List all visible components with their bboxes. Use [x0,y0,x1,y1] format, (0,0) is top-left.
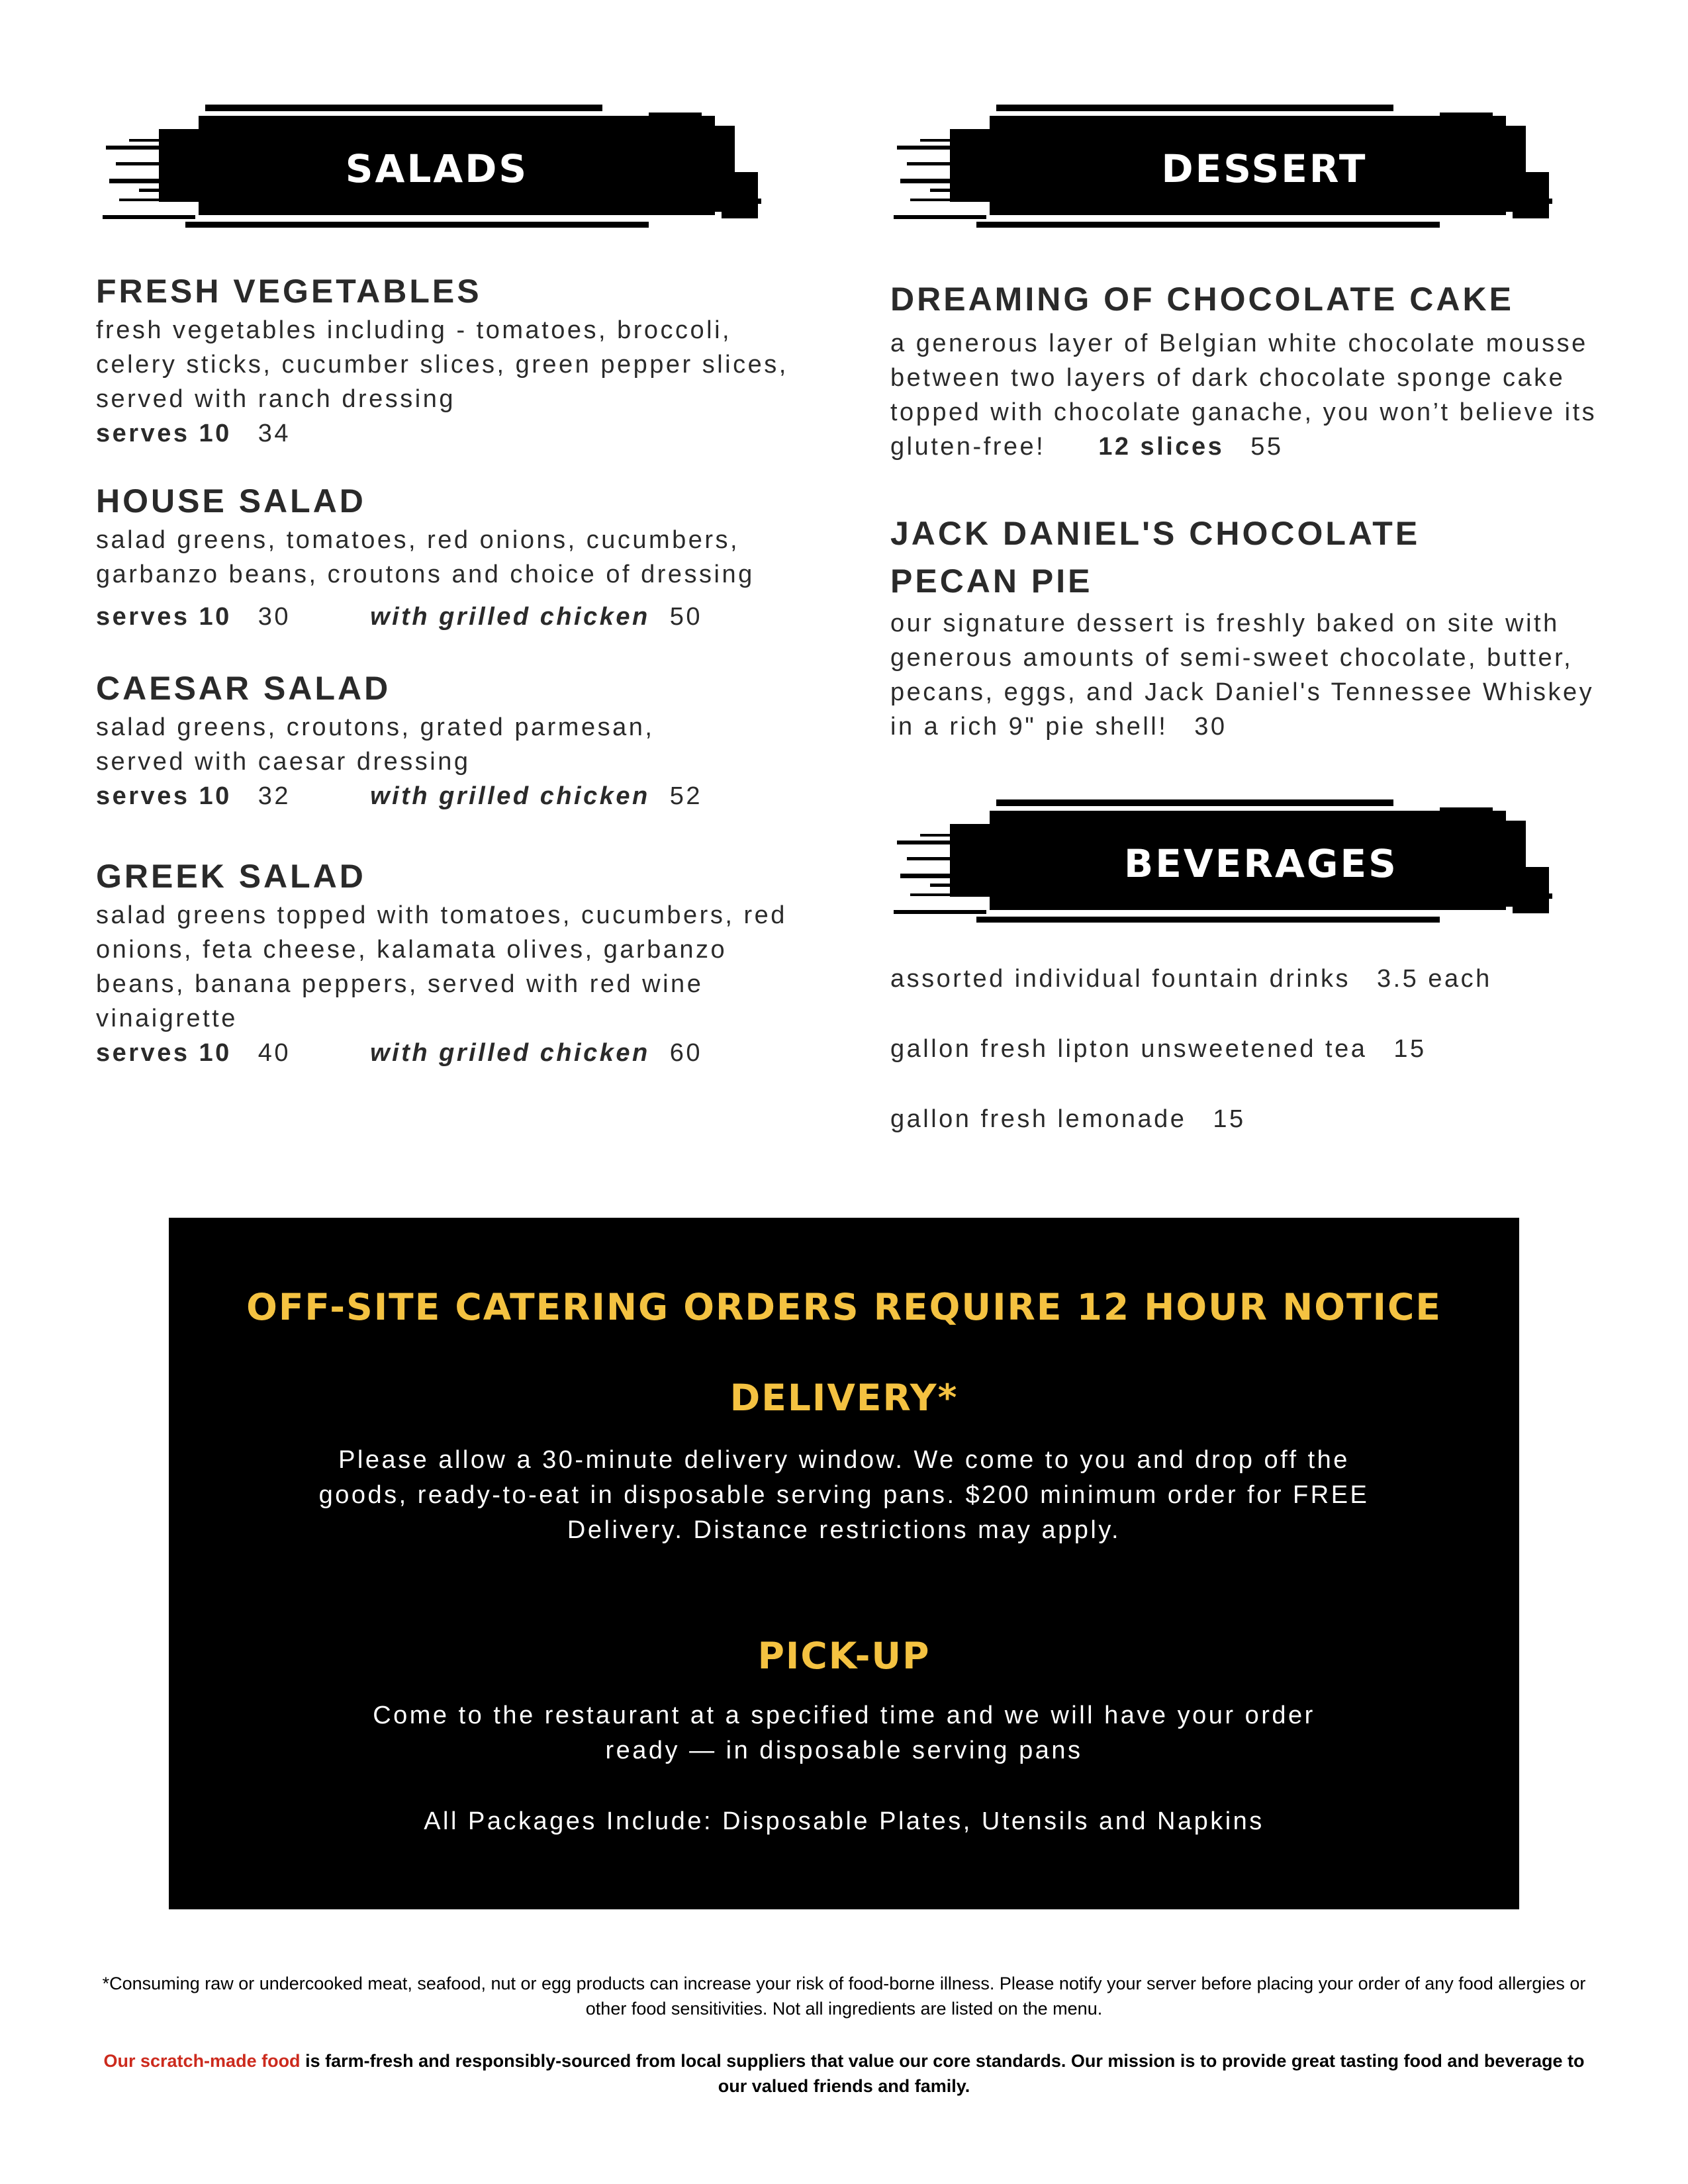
beverages-section-header [890,794,1566,933]
description-line: our signature dessert is freshly baked on site with [890,610,1560,637]
chicken-option: with grilled chicken [370,603,650,631]
price-line [96,779,702,813]
pickup-title: PICK-UP [757,1635,931,1677]
item-description [96,898,787,1036]
chicken-price: 50 [669,603,702,631]
catering-notice: OFF-SITE CATERING ORDERS REQUIRE 12 HOUR NOTICE [246,1286,1442,1328]
serving-size: serves 10 [96,782,232,810]
description-line: salad greens topped with tomatoes, cucumbers, red [96,901,787,929]
text-line: ready — in disposable serving pans [605,1737,1083,1764]
mission-line: our valued friends and family. [718,2076,970,2096]
disclaimer-line: *Consuming raw or undercooked meat, seafood, nut or egg products can increase your risk of food-borne illness. Please notify your server before placing your order of any food allergies or [102,1974,1586,1993]
beverage-item [890,1105,1246,1134]
price: 30 [1194,713,1227,741]
description-line: garbanzo beans, croutons and choice of dressing [96,561,755,588]
beverage-price: 3.5 each [1376,965,1492,993]
serving-size: serves 10 [96,1039,232,1067]
price: 55 [1250,433,1284,461]
price: 32 [258,782,291,810]
price: 34 [258,420,291,447]
text-line: goods, ready-to-eat in disposable serving pans. $200 minimum order for FREE [318,1481,1370,1509]
menu-item-greek-salad [96,855,787,1070]
menu-item-caesar-salad [96,667,702,813]
menu-item-house-salad [96,480,755,634]
price: 40 [258,1039,291,1067]
description-line: onions, feta cheese, kalamata olives, garbanzo [96,936,727,964]
mission-line [26,2048,1662,2073]
item-description [890,606,1594,744]
description-line: served with caesar dressing [96,748,471,776]
menu-item-fresh-vegetables [96,270,788,451]
text-line: Delivery. Distance restrictions may apply. [567,1516,1121,1544]
beverage-name: gallon fresh lipton unsweetened tea [890,1035,1368,1063]
description-line: between two layers of dark chocolate sponge cake [890,364,1566,392]
item-description [96,313,788,416]
salads-heading: SALADS [345,146,529,191]
price-line [96,600,755,634]
item-description [96,710,702,779]
price-line [96,416,788,451]
mission-statement [26,2048,1662,2099]
menu-item-chocolate-cake [890,278,1597,464]
disclaimer-line: other food sensitivities. Not all ingredients are listed on the menu. [585,1999,1103,2019]
item-title: CAESAR SALAD [96,670,391,707]
dessert-section-header [890,99,1566,238]
text-line: Please allow a 30-minute delivery window. We come to you and drop off the [338,1446,1350,1474]
allergy-disclaimer [26,1971,1662,2021]
beverage-price: 15 [1393,1035,1427,1063]
chicken-price: 52 [669,782,702,810]
beverage-name: gallon fresh lemonade [890,1105,1187,1133]
beverage-item [890,1035,1427,1064]
description-line [890,430,1597,464]
description-line: beans, banana peppers, served with red wine [96,970,704,998]
price: 30 [258,603,291,631]
mission-text: is farm-fresh and responsibly-sourced from local suppliers that value our core standards. Our mission is to provide great tasting food and beverage to [300,2051,1585,2071]
beverage-price: 15 [1213,1105,1246,1133]
description-last-line: in a rich 9" pie shell! [890,713,1168,741]
item-title: HOUSE SALAD [96,482,366,520]
delivery-title: DELIVERY* [729,1377,959,1419]
chicken-option: with grilled chicken [370,1039,650,1067]
dessert-heading: DESSERT [1161,146,1368,191]
pickup-text [169,1698,1519,1768]
price-line [96,1036,787,1070]
item-title [890,510,1594,605]
beverage-name: assorted individual fountain drinks [890,965,1350,993]
serving-size: 12 slices [1098,433,1225,461]
title-line: JACK DANIEL'S CHOCOLATE [890,515,1421,552]
description-line: a generous layer of Belgian white chocolate mousse [890,330,1588,357]
item-title: DREAMING OF CHOCOLATE CAKE [890,281,1514,318]
item-title: GREEK SALAD [96,858,366,895]
description-line: fresh vegetables including - tomatoes, broccoli, [96,316,732,344]
description-line [890,709,1594,744]
title-line: PECAN PIE [890,563,1093,600]
beverage-item [890,965,1492,993]
description-line: salad greens, tomatoes, red onions, cucumbers, [96,526,740,554]
catering-info-box [169,1218,1519,1909]
salads-section-header [99,99,774,238]
description-line: pecans, eggs, and Jack Daniel's Tennessee Whiskey [890,678,1595,706]
serving-size: serves 10 [96,603,232,631]
serving-size: serves 10 [96,420,232,447]
description-line: salad greens, croutons, grated parmesan, [96,713,655,741]
item-title: FRESH VEGETABLES [96,273,482,310]
item-description [890,326,1597,464]
delivery-text [169,1443,1519,1548]
text-line: Come to the restaurant at a specified time and we will have your order [373,1702,1315,1729]
description-line: topped with chocolate ganache, you won’t believe its [890,398,1597,426]
menu-item-pecan-pie [890,510,1594,744]
chicken-price: 60 [669,1039,702,1067]
description-last-line: gluten-free! [890,433,1046,461]
description-line: vinaigrette [96,1005,238,1032]
beverages-heading: BEVERAGES [1124,841,1398,886]
description-line: celery sticks, cucumber slices, green pepper slices, [96,351,788,379]
mission-highlight: Our scratch-made food [103,2051,301,2071]
chicken-option: with grilled chicken [370,782,650,810]
description-line: generous amounts of semi-sweet chocolate, butter, [890,644,1573,672]
item-description [96,523,755,592]
description-line: served with ranch dressing [96,385,455,413]
packages-text: All Packages Include: Disposable Plates, Utensils and Napkins [424,1807,1264,1835]
